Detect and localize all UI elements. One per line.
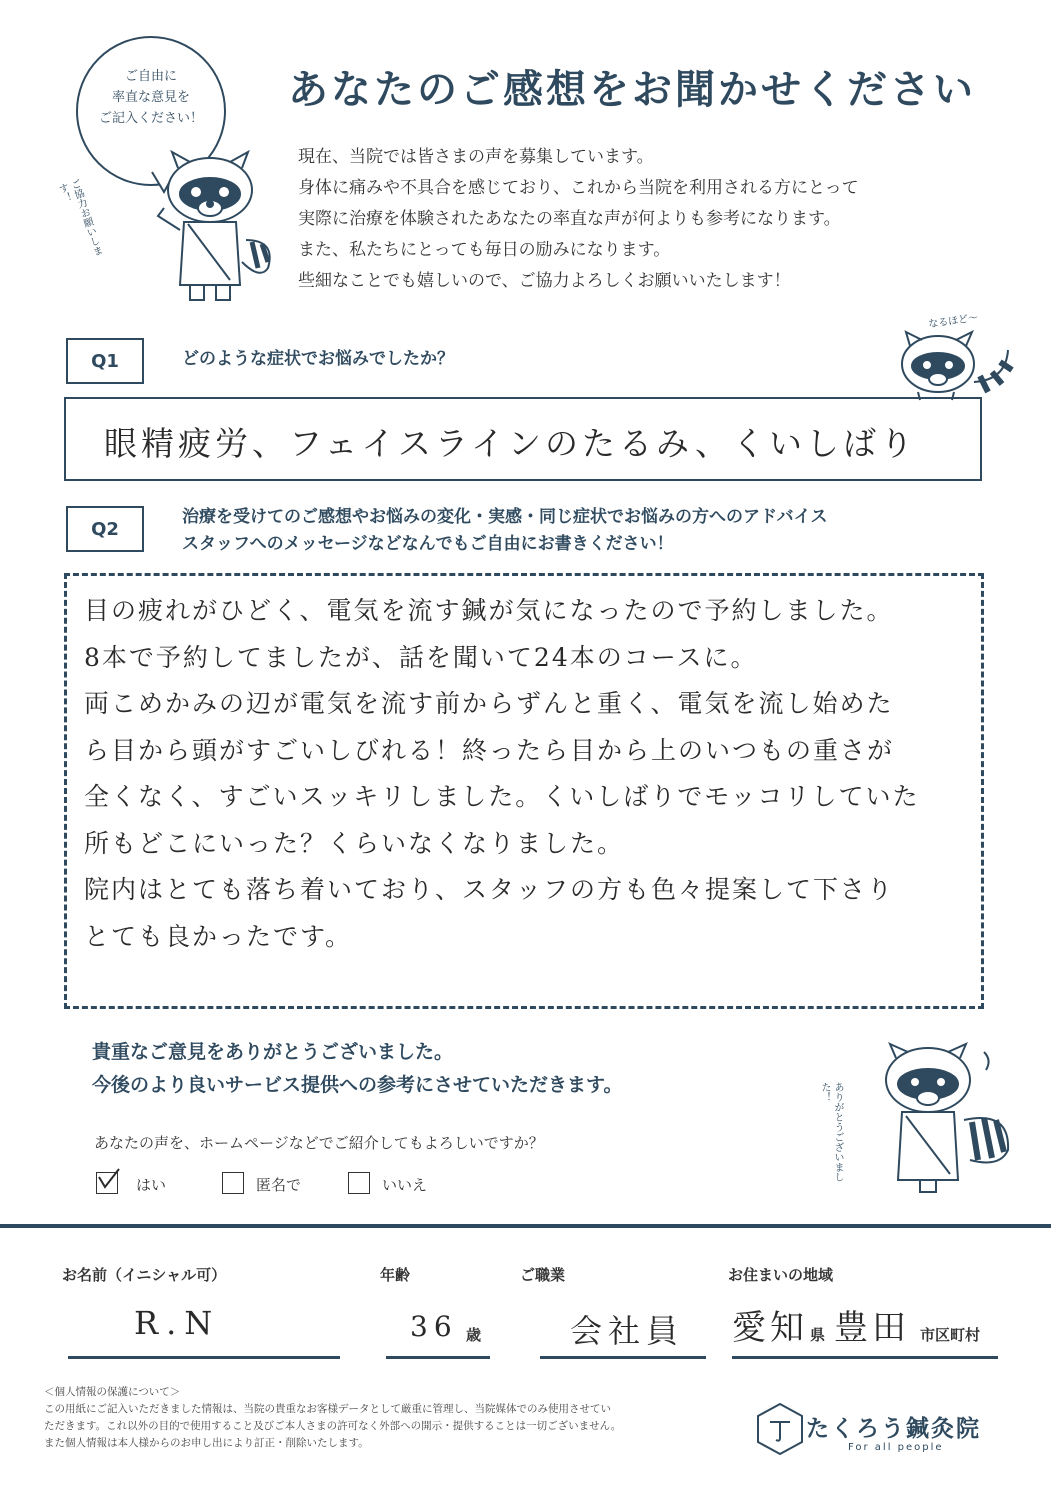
- intro-text: 現在、当院では皆さまの声を募集しています。 身体に痛みや不具合を感じており、これから当院を利用される方にとって 実際に治療を体験されたあなたの率直な声が何よりも参考になります。 また、私たちにとっても毎日の励みになります。 些細なことでも嬉しいので、ご協力よろしくお願いいたします！: [298, 147, 859, 291]
- checkbox-anonymous[interactable]: [222, 1172, 244, 1194]
- option-yes-label: はい: [136, 1176, 167, 1194]
- city-unit: 市区町村: [920, 1326, 981, 1344]
- name-label: お名前（イニシャル可）: [62, 1266, 227, 1284]
- checkbox-no[interactable]: [348, 1172, 370, 1194]
- checkbox-yes[interactable]: [96, 1172, 118, 1194]
- checkmark-icon: [95, 1167, 121, 1191]
- raccoon-bowing-icon: [860, 1040, 1020, 1200]
- q2-answer: 目の疲れがひどく、電気を流す鍼が気になったので予約しました。 8本で予約してましたが、話を聞いて24本のコースに。 両こめかみの辺が電気を流す前からずんと重く、電気を流し始めた ら目から頭がすごいしびれる！終ったら目から上のいつもの重さが 全くなく、すごいスッキリしました。くいしばりでモッコリしていた 所もどこにいった？くらいなくなりました。 院内はとても落ち着いており、スタッフの方も色々提案して下さり とても良かったです。: [84, 596, 920, 951]
- age-unit: 歳: [466, 1326, 482, 1344]
- q2-question: 治療を受けてのご感想やお悩みの変化・実感・同じ症状でお悩みの方へのアドバイス スタッフへのメッセージなどなんでもご自由にお書きください！: [182, 507, 828, 554]
- option-no-label: いいえ: [382, 1176, 428, 1194]
- name-underline: [68, 1356, 340, 1359]
- area-underline: [732, 1356, 998, 1359]
- q2-label: Q2: [66, 506, 144, 552]
- clinic-name: たくろう鍼灸院: [806, 1416, 981, 1442]
- page-title: あなたのご感想をお聞かせください: [288, 67, 976, 113]
- divider: [0, 1224, 1051, 1228]
- q1-answer: 眼精疲労、フェイスラインのたるみ、くいしばり: [104, 424, 918, 463]
- age-value: 36: [410, 1310, 458, 1343]
- pref-value: 愛知: [732, 1308, 808, 1348]
- raccoon-peeking-icon: [888, 322, 1018, 402]
- area-label: お住まいの地域: [728, 1266, 834, 1284]
- q1-label: Q1: [66, 338, 144, 384]
- city-value: 豊田: [834, 1308, 910, 1348]
- age-label: 年齢: [380, 1266, 411, 1284]
- permission-question: あなたの声を、ホームページなどでご紹介してもよろしいですか？: [94, 1134, 544, 1152]
- privacy-notice: ＜個人情報の保護について＞ この用紙にご記入いただきました情報は、当院の貴重なお客様データとして厳重に管理し、当院媒体でのみ使用させてい ただきます。これ以外の目的で使用すること及びご本人さまの許可なく外部への開示・提供することは一切ございません。 また個人情報は本人様からのお申し出により訂正・削除いたします。: [44, 1386, 622, 1449]
- mascot-note-q1: なるほど〜: [927, 312, 979, 331]
- q1-question: どのような症状でお悩みでしたか？: [182, 349, 454, 369]
- option-anonymous-label: 匿名で: [256, 1176, 302, 1194]
- raccoon-mascot-icon: [150, 150, 280, 310]
- mascot-note: ご協力お願いします！: [55, 178, 103, 258]
- mascot-note-thanks: ありがとうございました！: [819, 1082, 843, 1182]
- bubble-text: ご自由に 率直な意見を ご記入ください！: [98, 69, 203, 126]
- name-value: R.N: [134, 1304, 221, 1342]
- job-value: 会社員: [570, 1312, 685, 1350]
- clinic-tagline: For all people: [848, 1442, 944, 1453]
- pref-unit: 県: [810, 1326, 826, 1344]
- job-label: ご職業: [520, 1266, 566, 1284]
- thanks-message: 貴重なご意見をありがとうございました。 今後のより良いサービス提供への参考にさせていただきます。: [92, 1041, 623, 1096]
- job-underline: [540, 1356, 706, 1359]
- age-underline: [386, 1356, 490, 1359]
- clinic-logo-icon: [756, 1402, 804, 1456]
